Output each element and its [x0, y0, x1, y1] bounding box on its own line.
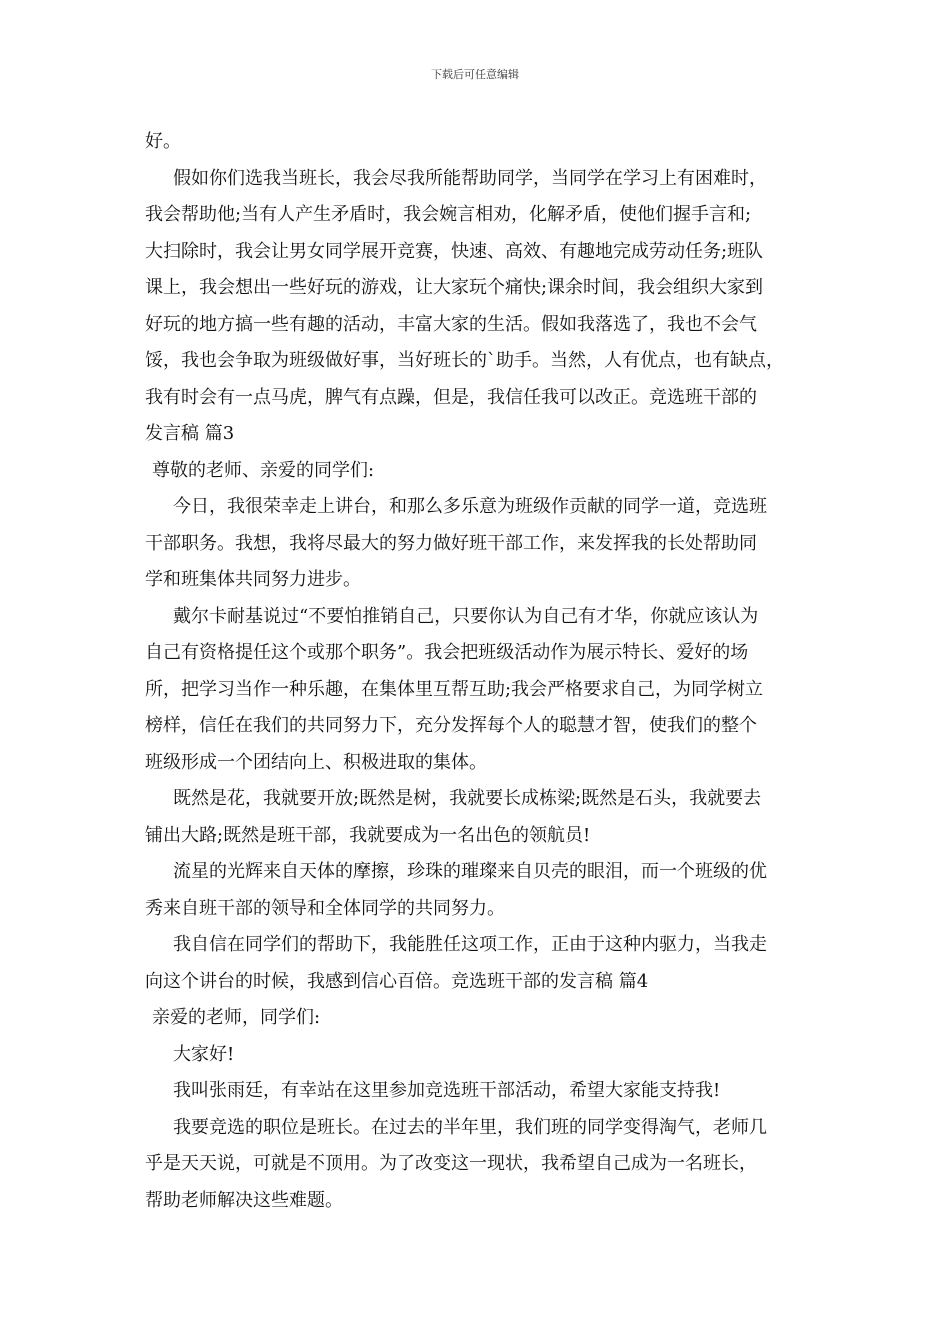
text-line: 自己有资格提任这个或那个职务”。我会把班级活动作为展示特长、爱好的场 [145, 642, 749, 663]
text-line: 学和班集体共同努力进步。 [145, 569, 361, 590]
text-line: 我自信在同学们的帮助下，我能胜任这项工作，正由于这种内驱力，当我走 [173, 934, 767, 955]
text-line: 我叫张雨廷，有幸站在这里参加竞选班干部活动，希望大家能支持我! [173, 1080, 721, 1101]
text-line: 流星的光辉来自天体的摩擦，珍珠的璀璨来自贝壳的眼泪，而一个班级的优 [173, 861, 767, 882]
text-line: 亲爱的老师，同学们: [152, 1007, 321, 1028]
text-line: 课上，我会想出一些好玩的游戏，让大家玩个痛快;课余时间，我会组织大家到 [145, 277, 764, 298]
text-line: 尊敬的老师、亲爱的同学们: [152, 460, 375, 481]
text-line: 我会帮助他;当有人产生矛盾时，我会婉言相劝，化解矛盾，使他们握手言和; [145, 204, 752, 225]
text-line: 戴尔卡耐基说过“不要怕推销自己，只要你认为自己有才华，你就应该认为 [173, 606, 759, 627]
text-line: 馁，我也会争取为班级做好事，当好班长的`助手。当然，人有优点，也有缺点， [145, 350, 784, 371]
text-line: 好。 [145, 131, 181, 152]
page-header: 下载后可任意编辑 [431, 68, 519, 81]
text-line: 好玩的地方搞一些有趣的活动，丰富大家的生活。假如我落选了，我也不会气 [145, 314, 757, 335]
text-line: 向这个讲台的时候，我感到信心百倍。竞选班干部的发言稿 篇4 [145, 971, 649, 992]
text-line: 我要竞选的职位是班长。在过去的半年里，我们班的同学变得淘气，老师几 [173, 1117, 767, 1138]
text-line: 大扫除时，我会让男女同学展开竞赛，快速、高效、有趣地完成劳动任务;班队 [145, 241, 764, 262]
text-line: 我有时会有一点马虎，脾气有点躁，但是，我信任我可以改正。竞选班干部的 [145, 387, 757, 408]
text-line: 大家好! [173, 1044, 235, 1065]
text-line: 乎是天天说，可就是不顶用。为了改变这一现状，我希望自己成为一名班长， [145, 1153, 757, 1174]
text-line: 班级形成一个团结向上、积极进取的集体。 [145, 752, 487, 773]
text-line: 所，把学习当作一种乐趣，在集体里互帮互助;我会严格要求自己，为同学树立 [145, 679, 764, 700]
text-line: 帮助老师解决这些难题。 [145, 1190, 343, 1211]
text-line: 既然是花，我就要开放;既然是树，我就要长成栋梁;既然是石头，我就要去 [173, 788, 762, 809]
text-line: 今日，我很荣幸走上讲台，和那么多乐意为班级作贡献的同学一道，竞选班 [173, 496, 767, 517]
text-line: 铺出大路;既然是班干部，我就要成为一名出色的领航员! [145, 825, 591, 846]
text-line: 假如你们选我当班长，我会尽我所能帮助同学，当同学在学习上有困难时， [173, 168, 767, 189]
text-line: 秀来自班干部的领导和全体同学的共同努力。 [145, 898, 505, 919]
text-line: 榜样，信任在我们的共同努力下，充分发挥每个人的聪慧才智，使我们的整个 [145, 715, 757, 736]
text-line: 干部职务。我想，我将尽最大的努力做好班干部工作，来发挥我的长处帮助同 [145, 533, 757, 554]
text-line: 发言稿 篇3 [145, 423, 235, 444]
